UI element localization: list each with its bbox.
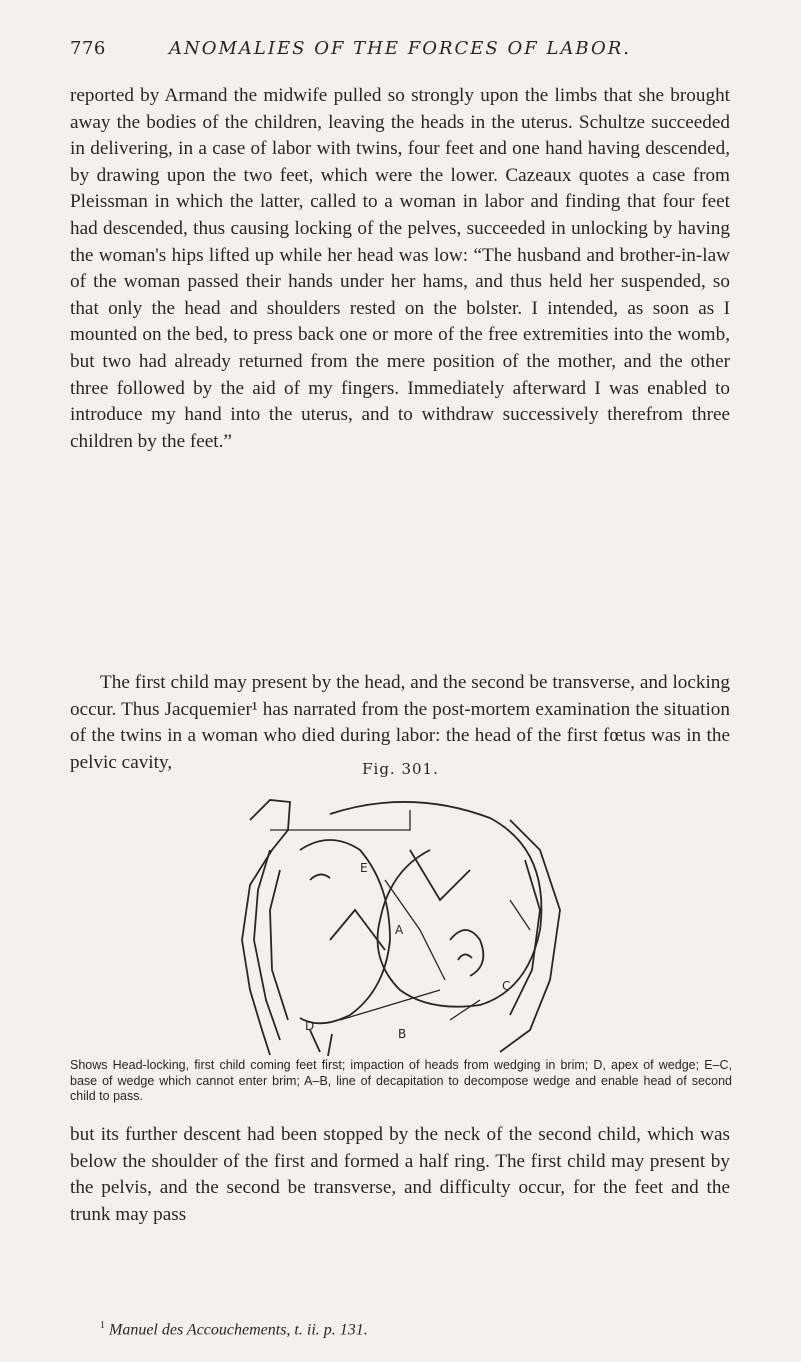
paragraph-2: The first child may present by the head, and the second be transverse, and locking occur. Thus Jacquemier¹ has narrated from the post-mortem examination the situation of the twins in a woman who died during labor: the head of the first fœtus was in the pelvic cavity, <box>70 672 730 773</box>
paragraph-1: reported by Armand the midwife pulled so strongly upon the limbs that she brought away the bodies of the children, leaving the heads in the uterus. Schultze succeeded in delivering, in a case of labor with twins, four feet and one hand having descended, by drawing upon the two feet, which were the lower. Cazeaux quotes a case from Pleissman in which the latter, called to a woman in labor and finding that four feet had descended, thus causing locking of the pelves, succeeded in unlocking by having the woman's hips lifted up while her head was low: “The husband and brother-in-law of the woman passed their hands under her hams, and thus held her suspended, so that only the head and shoulders rested on the bolster. I intended, as soon as I mounted on the bed, to press back one or more of the free extremities into the womb, but two had already returned from the mere position of the mother, and the other three followed by the aid of my fingers. Immediately afterward I was enabled to introduce my hand into the uterus, and to withdraw successively therefrom three children by the feet.” <box>70 85 730 452</box>
letter-c: C <box>502 979 511 993</box>
figure-illustration <box>210 790 600 1058</box>
footnote-text: Manuel des Accouchements, t. ii. p. 131. <box>109 1321 368 1339</box>
letter-e: E <box>360 861 368 875</box>
letter-b: B <box>398 1027 407 1041</box>
footnote <box>100 1320 720 1339</box>
letter-a: A <box>395 923 404 937</box>
page-number: 776 <box>70 38 106 59</box>
figure-letters <box>305 861 510 1041</box>
running-title: ANOMALIES OF THE FORCES OF LABOR. <box>169 38 631 59</box>
wedge-lines <box>270 810 530 1020</box>
figure-label: Fig. 301. <box>362 760 439 778</box>
footnote-marker: 1 <box>100 1320 105 1331</box>
paragraph-3: but its further descent had been stopped by the neck of the second child, which was below the shoulder of the first and formed a half ring. The first child may present by the pelvis, and the second be transverse, and difficulty occur, for the feet and the trunk may pass <box>70 1124 730 1225</box>
fetal-head-first <box>330 802 541 1007</box>
letter-d: D <box>305 1019 315 1033</box>
figure-caption: Shows Head-locking, first child coming feet first; impaction of heads from wedging in brim; D, apex of wedge; E–C, base of wedge which cannot enter brim; A–B, line of decapitation to decompose wedge and enable head of second child to pass. <box>70 1058 732 1103</box>
